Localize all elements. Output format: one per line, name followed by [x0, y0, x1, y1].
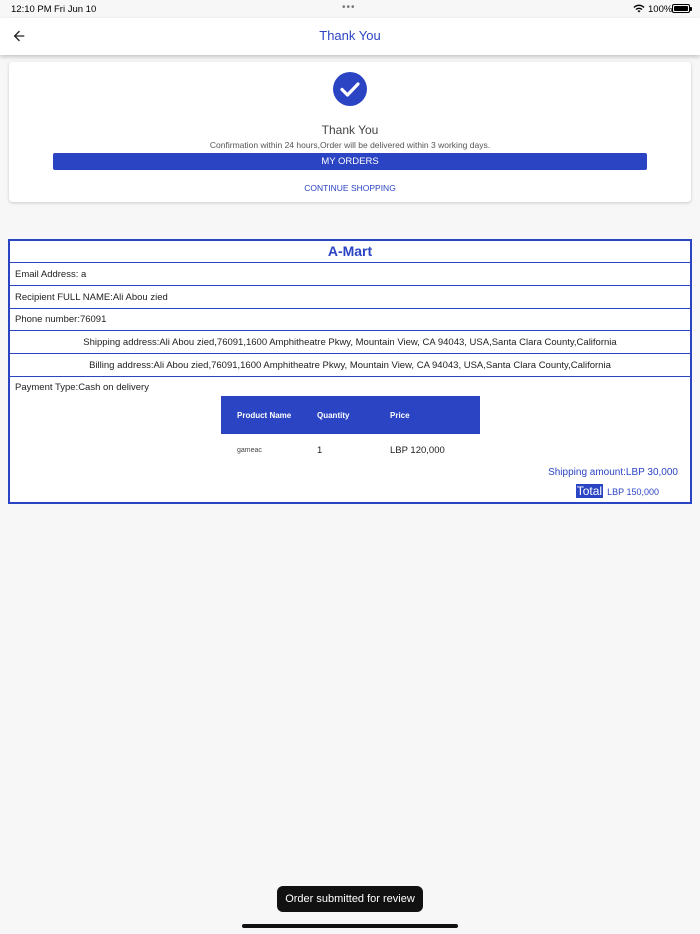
continue-shopping-button[interactable]: CONTINUE SHOPPING	[304, 183, 396, 193]
total-row	[576, 484, 659, 498]
shipping-address: Shipping address:Ali Abou zied,76091,1600 Amphitheatre Pkwy, Mountain View, CA 94043, USA,Santa Clara County,California	[10, 332, 690, 354]
store-name: A-Mart	[10, 241, 690, 263]
billing-address: Billing address:Ali Abou zied,76091,1600 Amphitheatre Pkwy, Mountain View, CA 94043, USA,Santa Clara County,California	[10, 355, 690, 377]
battery-icon	[672, 4, 690, 13]
product-name-cell: gameac	[237, 447, 262, 454]
column-header-quantity: Quantity	[317, 410, 350, 420]
page-title: Thank You	[319, 28, 381, 43]
column-header-price: Price	[390, 410, 410, 420]
table-header-row	[221, 396, 480, 434]
price-cell: LBP 120,000	[390, 445, 445, 456]
total-label: Total	[576, 484, 603, 498]
toast-message: Order submitted for review	[277, 886, 423, 912]
my-orders-button[interactable]: MY ORDERS	[53, 153, 647, 170]
home-indicator[interactable]	[242, 924, 458, 928]
total-value: LBP 150,000	[607, 487, 659, 497]
thank-you-heading: Thank You	[321, 123, 379, 137]
battery-percent: 100%	[648, 4, 673, 15]
quantity-cell: 1	[317, 445, 323, 456]
payment-type: Payment Type:Cash on delivery	[15, 382, 149, 393]
order-receipt	[8, 239, 692, 504]
table-row	[221, 434, 480, 467]
products-table	[221, 396, 480, 467]
confirmation-card	[9, 62, 691, 202]
status-time: 12:10 PM	[11, 4, 52, 15]
recipient-name: Recipient FULL NAME:Ali Abou zied	[10, 288, 690, 309]
check-circle-icon	[333, 72, 367, 106]
multitasking-dots[interactable]: •••	[342, 2, 356, 13]
status-date: Fri Jun 10	[54, 4, 97, 15]
email-address: Email Address: a	[10, 265, 690, 286]
wifi-icon	[633, 3, 645, 14]
shipping-amount: Shipping amount:LBP 30,000	[548, 467, 678, 478]
confirmation-message: Confirmation within 24 hours,Order will be delivered within 3 working days.	[209, 140, 491, 150]
status-bar	[0, 0, 700, 18]
phone-number: Phone number:76091	[10, 310, 690, 331]
app-bar	[0, 18, 700, 55]
column-header-product: Product Name	[237, 410, 292, 420]
